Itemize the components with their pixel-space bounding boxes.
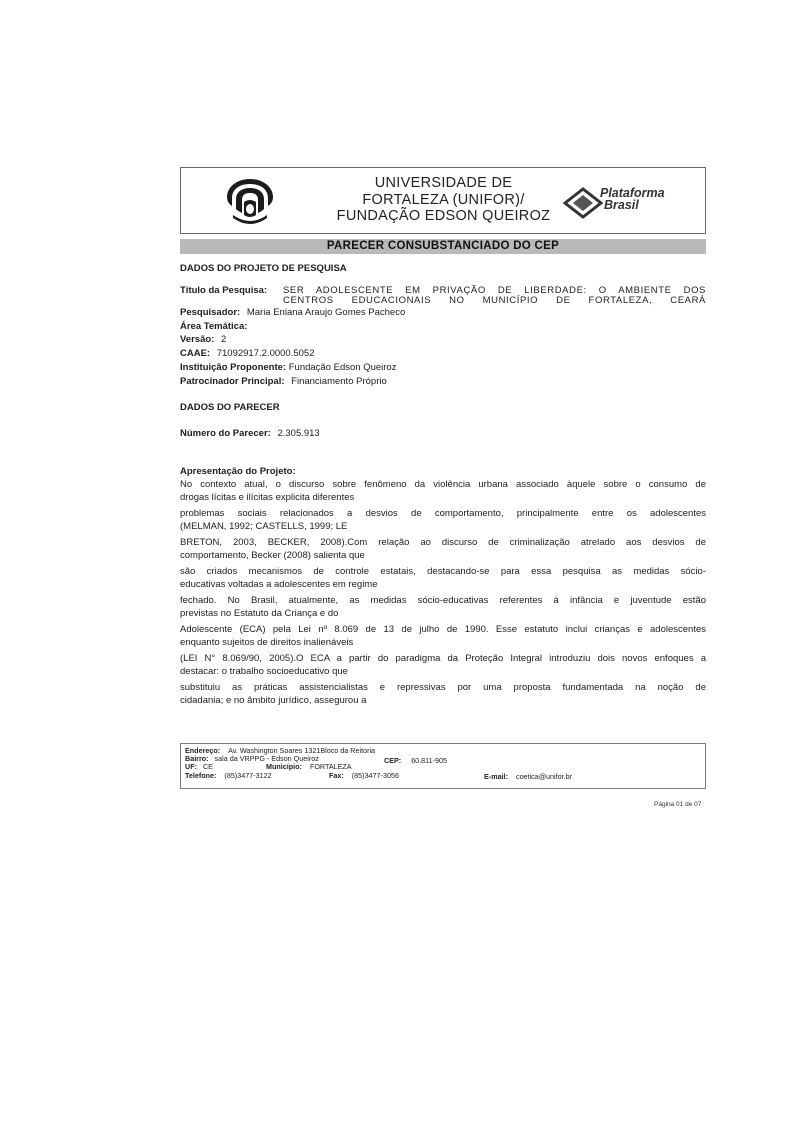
phone-row (185, 771, 272, 780)
page-number: Página 01 de 07 (654, 801, 702, 808)
opinion-number-value: 2.305.913 (277, 428, 320, 439)
thematic-area-label: Área Temática: (180, 321, 248, 332)
address-value: Av. Washington Soares 1321Bloco da Reitoria (228, 746, 376, 755)
body-line: (LEI N° 8.069/90, 2005).O ECA a partir do paradigma da Proteção Integral introduziu dois novos enfoques a (180, 653, 706, 664)
thematic-area-field (180, 321, 247, 333)
city-value: FORTALEZA (309, 762, 352, 771)
body-line: enquanto sujeitos de direitos inalienáveis (180, 637, 354, 648)
research-title-label: Título da Pesquisa: (180, 285, 268, 296)
body-line: previstas no Estatuto da Criança e do (180, 608, 339, 619)
email-label: E-mail: (484, 772, 508, 781)
opinion-section-heading: DADOS DO PARECER (180, 402, 280, 413)
report-title-banner: PARECER CONSUBSTANCIADO DO CEP (180, 239, 706, 254)
sponsor-value: Financiamento Próprio (291, 376, 387, 387)
body-line: fechado. No Brasil, atualmente, as medidas sócio-educativas referentes à infância e juventude estão (180, 595, 706, 606)
body-line: problemas sociais relacionados a desvios de comportamento, principalmente entre os adolescentes (180, 508, 706, 519)
institution-label: Instituição Proponente: (180, 362, 287, 373)
university-name-line3: FUNDAÇÃO EDSON QUEIROZ (336, 208, 551, 224)
researcher-label: Pesquisador: (180, 307, 241, 318)
institution-value: Fundação Edson Queiroz (288, 362, 397, 373)
phone-label: Telefone: (185, 771, 217, 780)
sponsor-field (180, 376, 387, 388)
brand-line1: Plataforma (600, 186, 665, 200)
university-name-line1: UNIVERSIDADE DE (374, 175, 513, 191)
caae-label: CAAE: (180, 348, 211, 359)
cep-label: CEP: (384, 756, 402, 765)
opinion-number-label: Número do Parecer: (180, 428, 271, 439)
district-label: Bairro: (185, 754, 209, 763)
plataforma-brasil-emblem-icon (563, 186, 603, 220)
caae-field (180, 348, 314, 360)
uf-value: CE (202, 762, 213, 771)
body-line: educativas voltadas a adolescentes em regime (180, 579, 378, 590)
project-section-heading: DADOS DO PROJETO DE PESQUISA (180, 263, 347, 274)
body-line: (MELMAN, 1992; CASTELLS, 1999; LE (180, 521, 348, 532)
version-field (180, 334, 226, 346)
version-label: Versão: (180, 334, 215, 345)
email-value: coetica@unifor.br (515, 772, 573, 781)
body-line: substituiu as práticas assistencialistas e repressivas por uma proposta fundamentada na noção de (180, 682, 706, 693)
fax-value: (85)3477-3056 (351, 771, 399, 780)
cep-value: 60.811-905 (411, 756, 448, 765)
research-title-line1: SER ADOLESCENTE EM PRIVAÇÃO DE LIBERDADE: O AMBIENTE DOS (283, 285, 706, 296)
plataforma-brasil-wordmark (600, 187, 665, 211)
university-name (311, 175, 576, 225)
body-line: Adolescente (ECA) pela Lei nº 8.069 de 13 de julho de 1990. Esse estatuto inclui crianças e adolescentes (180, 624, 706, 635)
institution-field (180, 362, 396, 374)
researcher-field (180, 307, 405, 319)
opinion-number-field (180, 428, 320, 440)
city-label: Município: (266, 762, 302, 771)
version-value: 2 (220, 334, 227, 345)
city-row (266, 762, 352, 771)
uf-row (185, 762, 213, 771)
district-value: sala da VRPPG - Edson Queiroz (214, 754, 319, 763)
caae-value: 71092917.2.0000.5052 (216, 348, 315, 359)
body-line: são criados mecanismos de controle estatais, destacando-se para essa pesquisa as medidas sócio- (180, 566, 706, 577)
plataforma-brasil-logo (563, 186, 703, 220)
contact-footer (180, 743, 706, 789)
cep-row (384, 756, 447, 765)
body-line: cidadania; e no âmbito jurídico, assegurou a (180, 695, 367, 706)
address-label: Endereço: (185, 746, 221, 755)
email-row (484, 772, 572, 781)
research-title-line2: CENTROS EDUCACIONAIS NO MUNICÍPIO DE FORTALEZA, CEARÁ (283, 295, 706, 306)
uf-label: UF: (185, 762, 197, 771)
fax-row (329, 771, 399, 780)
letterhead (180, 167, 706, 234)
university-name-line2: FORTALEZA (UNIFOR)/ (362, 191, 525, 208)
fax-label: Fax: (329, 771, 344, 780)
unifor-logo-icon (223, 175, 277, 227)
body-line: BRETON, 2003, BECKER, 2008).Com relação ao discurso de criminalização atrelado aos desvios de (180, 537, 706, 548)
body-line: comportamento, Becker (2008) salienta que (180, 550, 365, 561)
researcher-value: Maria Eniana Araujo Gomes Pacheco (246, 307, 406, 318)
body-line: destacar: o trabalho socioeducativo que (180, 666, 348, 677)
sponsor-label: Patrocinador Principal: (180, 376, 285, 387)
body-line: No contexto atual, o discurso sobre fenômeno da violência urbana associado àquele sobre o consumo de (180, 479, 706, 490)
presentation-heading: Apresentação do Projeto: (180, 466, 296, 477)
phone-value: (85)3477-3122 (224, 771, 272, 780)
body-line: drogas lícitas e ilícitas explicita diferentes (180, 492, 355, 503)
brand-line2: Brasil (604, 198, 639, 212)
